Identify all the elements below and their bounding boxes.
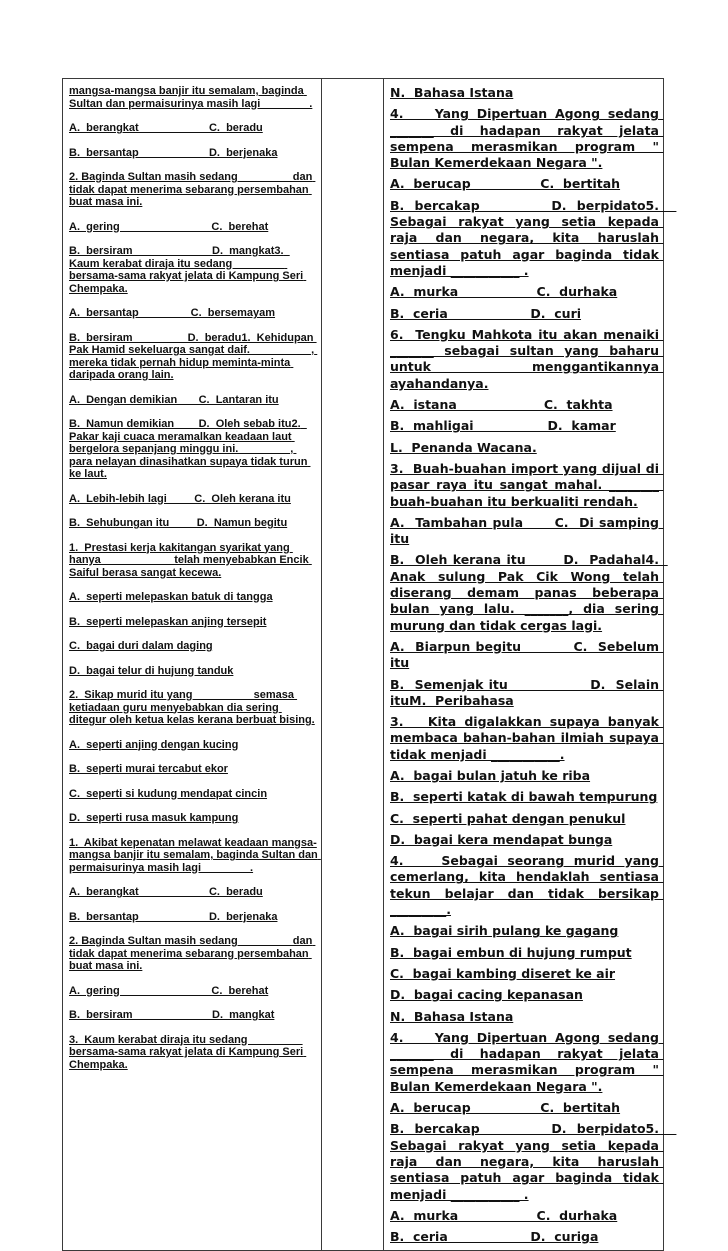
text-line: N. Bahasa Istana [390,85,514,100]
text-line: C. seperti pahat dengan penukul [390,810,626,826]
left-column-text [63,79,321,1071]
text-line: B. bercakap D. berpidato5. Sebagai rakyat yang setia kepada raja dan negara, kita haruslah sentiasa patuh agar baginda tidak menjadi ___________ . [390,1121,677,1202]
text-line: 4. Sebagai seorang murid yang cemerlang, kita hendaklah sentiasa tekun belajar dan tidak bersikap _________. [390,853,664,918]
text-line: D. bagai cacing kepanasan [390,987,583,1003]
text-line: A. berucap C. bertitah [390,1100,621,1116]
text-line: A. berangkat C. beradu [69,122,263,134]
right-column [384,79,677,1251]
text-line: 3. Kaum kerabat diraja itu sedang ________ bersama-sama rakyat jelata di Kampung Seri Chempaka. [69,1033,307,1071]
text-line: A. bagai sirih pulang ke gagang [390,923,619,939]
text-line: D. bagai telur di hujung tanduk [69,664,234,677]
text-line: 2. Sikap murid itu yang _________ semasa ketiadaan guru menyebabkan dia sering ditegur oleh ketua kelas kerana berbuat bising. [69,689,315,726]
text-line: A. Tambahan pula C. Di samping itu [390,514,664,547]
text-line: A. bersantap C. bersemayam [69,307,276,319]
text-line: A. murka C. durhaka [390,1207,618,1223]
text-line: A. seperti melepaskan batuk di tangga [69,591,273,603]
text-line: B. bersiram D. beradu1. Kehidupan Pak Hamid sekeluarga sangat daif. _________, mereka tidak pernah hidup meminta-minta daripada orang lain. [69,331,318,381]
text-line: 4. Yang Dipertuan Agong sedang _______ di hadapan rakyat jelata sempena merasmikan program " Bulan Kemerdekaan Negara ". [390,106,664,171]
text-line: A. murka C. durhaka [390,284,618,300]
text-line: D. bagai kera mendapat bunga [390,831,613,847]
text-line: 2. Baginda Sultan masih sedang ________ dan tidak dapat menerima sebarang persembahan buat masa ini. [69,935,316,972]
text-line: A. Lebih-lebih lagi C. Oleh kerana itu [69,492,291,505]
text-line: A. Biarpun begitu C. Sebelum itu [390,638,664,671]
text-line: B. Sehubungan itu D. Namun begitu [69,517,288,529]
text-line: A. berangkat C. beradu [69,886,263,898]
text-line: C. bagai kambing diseret ke air [390,965,616,981]
text-line: 6. Tengku Mahkota itu akan menaiki _______ sebagai sultan yang baharu untuk menggantikannya ayahandanya. [390,326,664,391]
text-line: B. seperti katak di bawah tempurung [390,789,658,805]
text-line: B. mahligai D. kamar [390,418,616,434]
text-line: D. seperti rusa masuk kampung [69,812,239,824]
text-line: B. bersantap D. berjenaka [69,910,278,923]
text-line: B. seperti murai tercabut ekor [69,763,228,775]
text-line: B. Namun demikian D. Oleh sebab itu2. Pakar kaji cuaca meramalkan keadaan laut bergelora sepanjang minggu ini. ________, para nelayan dinasihatkan supaya tidak turun ke laut. [69,418,311,480]
text-line: N. Bahasa Istana [390,1008,514,1024]
text-line: B. bersiram D. mangkat [69,1009,275,1021]
text-line: A. bagai bulan jatuh ke riba [390,767,591,783]
right-column-text [384,79,677,1245]
text-line: A. gering C. berehat [69,984,269,997]
text-line: 4. Yang Dipertuan Agong sedang _______ di hadapan rakyat jelata sempena merasmikan program " Bulan Kemerdekaan Negara ". [390,1029,664,1094]
text-line: 2. Baginda Sultan masih sedang ________ dan tidak dapat menerima sebarang persembahan buat masa ini. [69,171,316,208]
text-line: B. Oleh kerana itu D. Padahal4. Anak sulung Pak Cik Wong telah diserang demam panas beberapa bulan yang lalu. _______, dia sering murung dan tidak cergas lagi. [390,552,668,633]
text-line: A. seperti anjing dengan kucing [69,738,239,751]
text-line: A. Dengan demikian C. Lantaran itu [69,393,279,406]
text-line: C. seperti si kudung mendapat cincin [69,787,268,800]
text-line: mangsa-mangsa banjir itu semalam, baginda Sultan dan permaisurinya masih lagi________. [69,85,313,110]
text-line: C. bagai duri dalam daging [69,640,213,652]
text-line: B. bersiram D. mangkat3. Kaum kerabat diraja itu sedang ________ bersama-sama rakyat jelata di Kampung Seri Chempaka. [69,245,307,295]
text-line: B. ceria D. curi [390,305,582,321]
text-line: B. ceria D. curiga [390,1229,599,1245]
left-column [63,79,322,1251]
text-line: B. bercakap D. berpidato5. Sebagai rakyat yang setia kepada raja dan negara, kita haruslah sentiasa patuh agar baginda tidak menjadi ___________ . [390,197,677,278]
text-line: 1. Prestasi kerja kakitangan syarikat yang hanya ___________ telah menyebabkan Encik Saiful berasa sangat kecewa. [69,541,312,579]
text-line: B. bagai embun di hujung rumput [390,944,632,960]
text-line: B. seperti melepaskan anjing tersepit [69,615,267,628]
text-line: 3. Kita digalakkan supaya banyak membaca bahan-bahan ilmiah supaya tidak menjadi ___________. [390,714,664,762]
middle-column [322,79,384,1251]
document-page [62,78,677,1245]
text-line: A. istana C. takhta [390,397,613,413]
text-line: A. berucap C. bertitah [390,176,621,192]
question-table [62,78,677,1251]
text-line: 1. Akibat kepenatan melawat keadaan mangsa-mangsa banjir itu semalam, baginda Sultan dan permaisurinya masih lagi________. [69,836,321,874]
text-line: 3. Buah-buahan import yang dijual di pasar raya itu sangat mahal. ________ buah-buahan itu berkualiti rendah. [390,460,664,509]
text-line: L. Penanda Wacana. [390,439,537,455]
text-line: B. Semenjak itu D. Selain ituM. Peribahasa [390,676,664,708]
text-line: B. bersantap D. berjenaka [69,146,278,159]
text-line: A. gering C. berehat [69,220,269,233]
